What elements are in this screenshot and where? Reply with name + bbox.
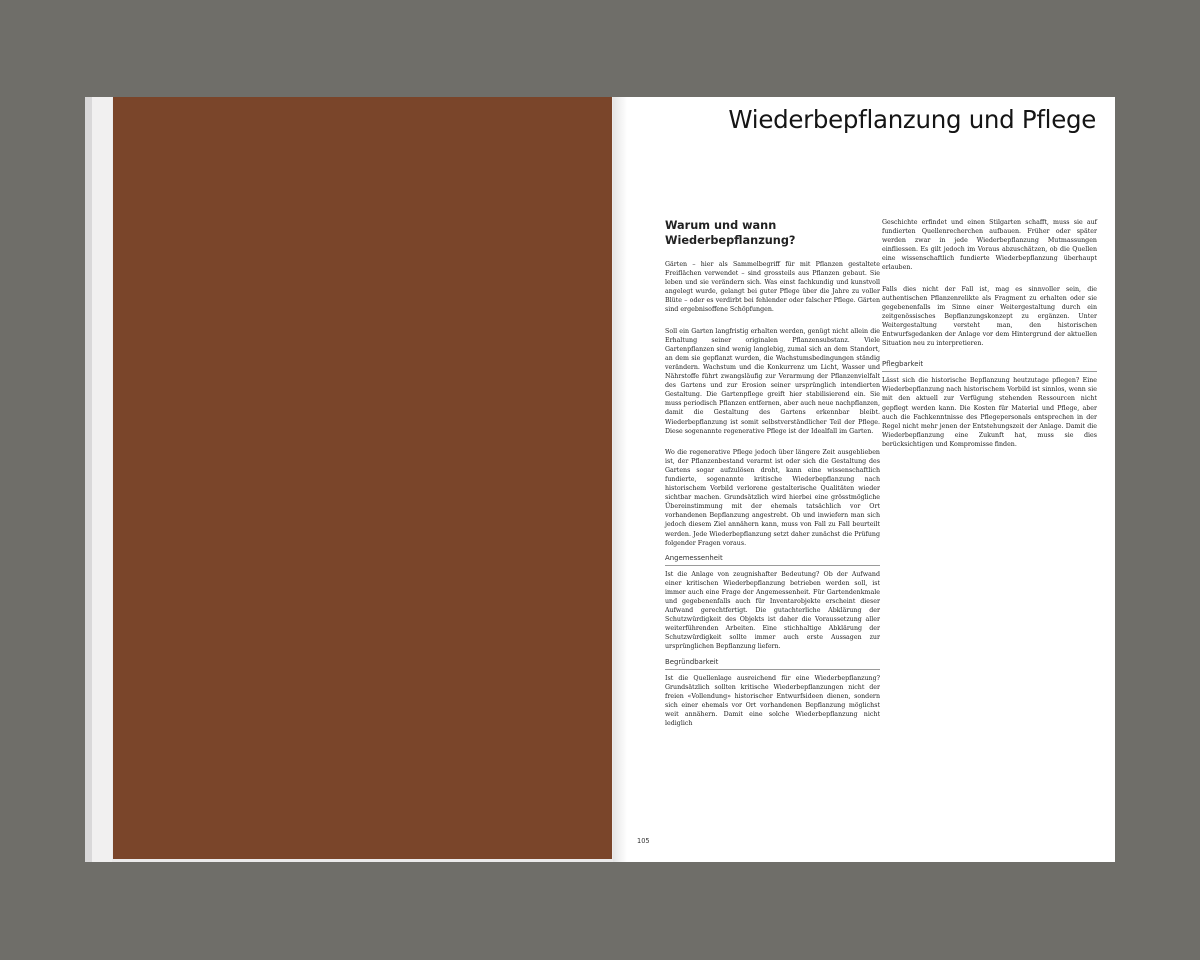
body-paragraph: Gärten – hier als Sammelbegriff für mit Pflanzen gestaltete Freiflächen verwendet – sind grossteils aus Pflanzen gebaut. Sie leben und sie verändern sich. Was einst fachkundig und kunstvoll angelegt wurde, gelangt bei guter Pflege über die Jahre zu voller Blüte – oder es verdirbt bei fehlender oder falscher Pflege. Gärten sind ergebnisoffene Schöpfungen.	[665, 261, 880, 314]
text-column-1	[665, 218, 880, 728]
subsection-paragraph: Ist die Quellenlage ausreichend für eine Wiederbepflanzung? Grundsätzlich sollten kritische Wiederbepflanzungen nicht der freien «Vollendung» historischer Entwurfsideen dienen, sondern sich einer ehemals vor Ort vorhandenen Bepflanzung möglichst weit annähern. Damit eine solche Wiederbepflanzung nicht lediglich	[665, 674, 880, 728]
subsection-paragraph: Ist die Anlage von zeugnishafter Bedeutung? Ob der Aufwand einer kritischen Wiederbepflanzung betrieben werden soll, ist immer auch eine Frage der Angemessenheit. Für Gartendenkmale und gegebenenfalls auch für Inventarobjekte erscheint dieser Aufwand gerechtfertigt. Die gutachterliche Abklärung der Schutzwürdigkeit des Objekts ist daher die Voraussetzung aller weiterführenden Arbeiten. Eine stichhaltige Abklärung der Schutzwürdigkeit sollte immer auch erste Aussagen zur ursprünglichen Bepflanzung liefern.	[665, 570, 880, 651]
left-page	[85, 97, 613, 862]
gutter-shadow	[613, 97, 627, 862]
page-edge	[85, 97, 92, 862]
page-number: 105	[637, 837, 650, 845]
body-paragraph: Falls dies nicht der Fall ist, mag es sinnvoller sein, die authentischen Pflanzenrelikte als Fragment zu erhalten oder sie gegebenenfalls im Sinne einer Weitergestaltung durch ein zeitgenössisches Bepflanzungskonzept zu ergänzen. Unter Weitergestaltung versteht man, den historischen Entwurfsgedanken der Anlage vor dem Hintergrund der aktuellen Situation neu zu interpretieren.	[882, 285, 1097, 348]
color-panel	[113, 97, 612, 859]
subsection-paragraph: Lässt sich die historische Bepflanzung heutzutage pflegen? Eine Wiederbepflanzung nach historischem Vorbild ist sinnlos, wenn sie mit den aktuell zur Verfügung stehenden Ressourcen nicht gepflegt werden kann. Die Kosten für Material und Pflege, aber auch die Fachkenntnisse des Pflegepersonals entsprechen in der Regel nicht mehr jenen der Entstehungszeit der Anlage. Damit die Wiederbepflanzung eine Zukunft hat, muss sie dies berücksichtigen und Kompromisse finden.	[882, 377, 1097, 448]
body-paragraph: Soll ein Garten langfristig erhalten werden, genügt nicht allein die Erhaltung seiner originalen Pflanzensubstanz. Viele Gartenpflanzen sind wenig langlebig, zumal sich an dem Standort, an dem sie gepflanzt wurden, die Wachstumsbedingungen ständig verändern. Wachstum und die Konkurrenz um Licht, Wasser und Nährstoffe führt zwangsläufig zur Verarmung der Pflanzenvielfalt des Gartens und zur Erosion seiner ursprünglich intendierten Gestaltung. Die Gartenpflege greift hier stabilisierend ein. Sie muss periodisch Pflanzen entfernen, aber auch neue nachpflanzen, damit die Gestaltung des Gartens erkennbar bleibt. Wiederbepflanzung ist somit selbstverständlicher Teil der Pflege. Diese sogenannte regenerative Pflege ist der Idealfall im Garten.	[665, 327, 880, 435]
subsection-heading: Begründbarkeit	[665, 658, 880, 670]
section-heading: Warum und wann Wiederbepflanzung?	[665, 219, 796, 247]
right-page	[613, 97, 1115, 862]
page-title: Wiederbepflanzung und Pflege	[728, 105, 1096, 134]
page-margin	[92, 97, 112, 862]
book-spread	[85, 97, 1115, 862]
subsection-heading: Angemessenheit	[665, 554, 880, 566]
body-paragraph: Wo die regenerative Pflege jedoch über längere Zeit ausgeblieben ist, der Pflanzenbestand verarmt ist oder sich die Gestaltung des Gartens sogar aufzulösen droht, kann eine wissenschaftlich fundierte, sogenannte kritische Wiederbepflanzung nach historischem Vorbild verlorene gestalterische Qualitäten wieder sichtbar machen. Grundsätzlich wird hierbei eine grösstmögliche Übereinstimmung mit der ehemals tatsächlich vor Ort vorhandenen Bepflanzung angestrebt. Ob und inwiefern man sich jedoch diesem Ziel annähern kann, muss von Fall zu Fall beurteilt werden. Jede Wiederbepflanzung setzt daher zunächst die Prüfung folgender Fragen voraus.	[665, 448, 880, 547]
text-column-2	[882, 218, 1097, 449]
subsection-heading: Pflegbarkeit	[882, 360, 1097, 372]
body-paragraph: Geschichte erfindet und einen Stilgarten schafft, muss sie auf fundierten Quellenrecherchen aufbauen. Früher oder später werden zwar in jede Wiederbepflanzung Mutmassungen einfliessen. Es gilt jedoch im Voraus abzuschätzen, ob die Quellen eine wissenschaftlich fundierte Wiederbepflanzung überhaupt erlauben.	[882, 219, 1097, 272]
